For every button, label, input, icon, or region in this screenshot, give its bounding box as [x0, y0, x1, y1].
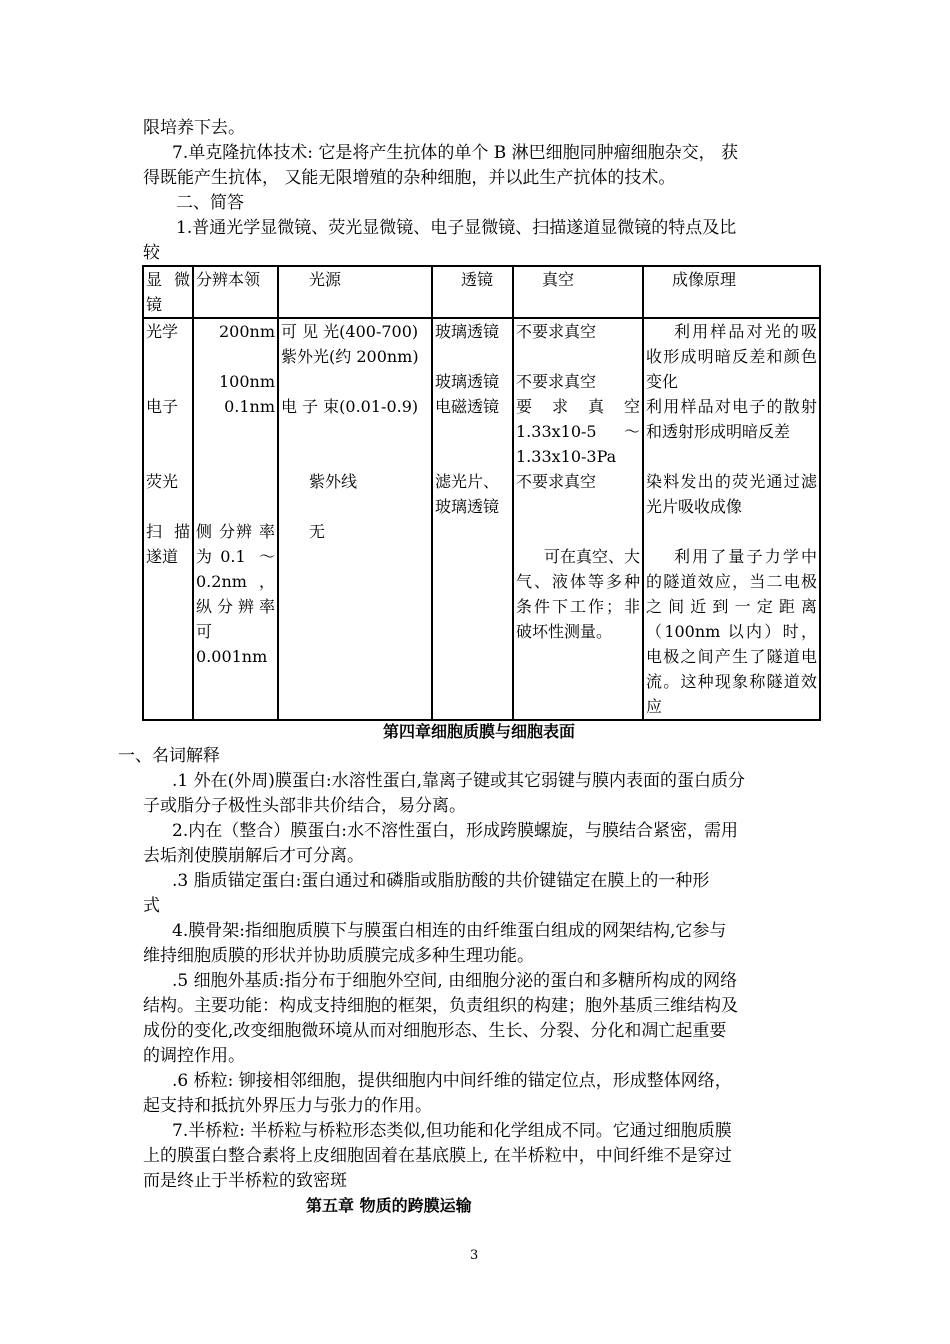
table-header-cell: 透镜 — [432, 266, 513, 318]
table-cell: 玻璃透镜 玻璃透镜 — [432, 318, 513, 394]
chapter-title: 第五章 物质的跨膜运输 — [306, 1196, 472, 1215]
table-cell: 染料发出的荧光通过滤光片吸收成像 — [643, 469, 820, 519]
text-line: 式 — [143, 896, 160, 916]
text-line: 得既能产生抗体， 又能无限增殖的杂种细胞，并以此生产抗体的技术。 — [143, 168, 676, 188]
text-line: 结构。主要功能：构成支持细胞的框架，负责组织的构建；胞外基质三维结构及 — [143, 996, 738, 1016]
text-line: .6 桥粒: 铆接相邻细胞，提供细胞内中间纤维的锚定位点，形成整体网络， — [172, 1071, 732, 1091]
table-cell: 滤光片、玻璃透镜 — [432, 469, 513, 519]
text-line: 维持细胞质膜的形状并协助质膜完成多种生理功能。 — [143, 946, 534, 966]
table-cell: 可 见 光(400-700) 紫外光(约 200nm) — [278, 318, 432, 394]
section-heading: 一、名词解释 — [118, 746, 220, 766]
table-cell: 200nm 100nm — [193, 318, 278, 394]
table-cell — [193, 469, 278, 519]
table-cell: 要 求 真 空1.33x10-5 ～1.33x10-3Pa — [513, 394, 643, 469]
microscope-comparison-table — [142, 265, 821, 721]
table-row — [143, 394, 820, 469]
text-line: 成份的变化,改变细胞微环境从而对细胞形态、生长、分裂、分化和凋亡起重要 — [143, 1021, 727, 1041]
table-row — [143, 318, 820, 394]
table-cell: 不要求真空 — [513, 469, 643, 519]
question-line: 较 — [143, 243, 160, 263]
question-line: 1.普通光学显微镜、荧光显微镜、电子显微镜、扫描遂道显微镜的特点及比 — [176, 218, 737, 238]
table-cell: 可在真空、大气、液体等多种条件下工作；非破坏性测量。 — [513, 519, 643, 720]
text-line: 起支持和抵抗外界压力与张力的作用。 — [143, 1096, 432, 1116]
page-number: 3 — [470, 1248, 479, 1263]
text-line: 而是终止于半桥粒的致密斑 — [143, 1171, 347, 1191]
text-line: 上的膜蛋白整合素将上皮细胞固着在基底膜上, 在半桥粒中，中间纤维不是穿过 — [143, 1146, 732, 1166]
table-cell: 扫 描遂道 — [143, 519, 193, 720]
table-cell: 紫外线 — [278, 469, 432, 519]
table-cell: 利用样品对光的吸收形成明暗反差和颜色变化 — [643, 318, 820, 394]
table-header-cell: 真空 — [513, 266, 643, 318]
text-line: .5 细胞外基质:指分布于细胞外空间, 由细胞分泌的蛋白和多糖所构成的网络 — [172, 971, 738, 991]
table-header-row — [143, 266, 820, 318]
table-cell: 侧 分辨 率 为0.1 ～0.2nm，纵分辨率可0.001nm — [193, 519, 278, 720]
text-line: 限培养下去。 — [143, 118, 245, 138]
text-line: 去垢剂使膜崩解后才可分离。 — [143, 846, 364, 866]
text-line: 7.半桥粒: 半桥粒与桥粒形态类似,但功能和化学组成不同。它通过细胞质膜 — [172, 1121, 732, 1141]
table-cell: 0.1nm — [193, 394, 278, 469]
table-header-cell: 分辨本领 — [193, 266, 278, 318]
table-row — [143, 519, 820, 720]
text-line: 7.单克隆抗体技术: 它是将产生抗体的单个 B 淋巴细胞同肿瘤细胞杂交， 获 — [172, 143, 739, 163]
table-cell — [432, 519, 513, 720]
table-header-cell: 显 微镜 — [143, 266, 193, 318]
table-cell: 电 子 束(0.01-0.9) — [278, 394, 432, 469]
table-cell: 荧光 — [143, 469, 193, 519]
text-line: 的调控作用。 — [143, 1046, 245, 1066]
table-cell: 无 — [278, 519, 432, 720]
table-header-cell: 成像原理 — [643, 266, 820, 318]
table-cell: 利用了量子力学中的隧道效应，当二电极之间近到一定距离（100nm 以内）时，电极之间产生了隧道电流。这种现象称隧道效应 — [643, 519, 820, 720]
table-cell: 不要求真空 不要求真空 — [513, 318, 643, 394]
table-row — [143, 469, 820, 519]
table-cell: 电子 — [143, 394, 193, 469]
chapter-title: 第四章细胞质膜与细胞表面 — [383, 722, 576, 741]
table-cell: 光学 — [143, 318, 193, 394]
text-line: 4.膜骨架:指细胞质膜下与膜蛋白相连的由纤维蛋白组成的网架结构,它参与 — [172, 921, 727, 941]
table-cell: 电磁透镜 — [432, 394, 513, 469]
table-header-cell: 光源 — [278, 266, 432, 318]
text-line: 2.内在（整合）膜蛋白:水不溶性蛋白，形成跨膜螺旋，与膜结合紧密，需用 — [172, 821, 738, 841]
text-line: .1 外在(外周)膜蛋白:水溶性蛋白,靠离子键或其它弱键与膜内表面的蛋白质分 — [172, 771, 746, 791]
text-line: 子或脂分子极性头部非共价结合，易分离。 — [143, 796, 466, 816]
table-cell: 利用样品对电子的散射和透射形成明暗反差 — [643, 394, 820, 469]
text-line: .3 脂质锚定蛋白:蛋白通过和磷脂或脂肪酸的共价键锚定在膜上的一种形 — [172, 871, 710, 891]
section-heading: 二、简答 — [176, 193, 244, 213]
